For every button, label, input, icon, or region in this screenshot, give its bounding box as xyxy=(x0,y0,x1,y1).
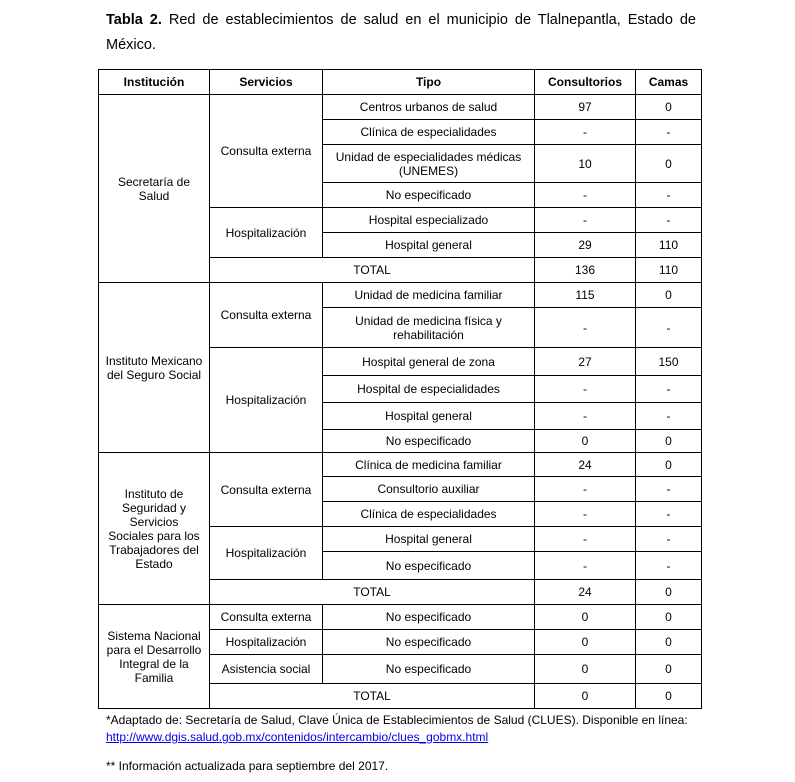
header-consultorios: Consultorios xyxy=(535,70,636,95)
tipo-cell: No especificado xyxy=(323,605,535,630)
tipo-cell: Unidad de medicina familiar xyxy=(323,283,535,308)
tipo-cell: Unidad de medicina física y rehabilitación xyxy=(323,308,535,348)
tipo-cell: Hospital general xyxy=(323,527,535,552)
header-institucion: Institución xyxy=(99,70,210,95)
consultorios-cell: - xyxy=(535,208,636,233)
institution-cell: Sistema Nacional para el Desarrollo Integral de la Familia xyxy=(99,605,210,709)
camas-cell: 0 xyxy=(636,95,702,120)
tipo-cell: Clínica de medicina familiar xyxy=(323,453,535,477)
consultorios-cell: 0 xyxy=(535,630,636,655)
camas-cell: - xyxy=(636,552,702,580)
camas-cell: - xyxy=(636,376,702,403)
consultorios-cell: 0 xyxy=(535,655,636,684)
table-notes xyxy=(106,712,701,775)
consultorios-cell: 115 xyxy=(535,283,636,308)
consultorios-cell: 29 xyxy=(535,233,636,258)
camas-cell: - xyxy=(636,183,702,208)
total-consultorios: 136 xyxy=(535,258,636,283)
total-label: TOTAL xyxy=(210,580,535,605)
camas-cell: - xyxy=(636,308,702,348)
tipo-cell: Hospital general xyxy=(323,233,535,258)
camas-cell: 0 xyxy=(636,145,702,183)
clues-link[interactable]: http://www.dgis.salud.gob.mx/contenidos/intercambio/clues_gobmx.html xyxy=(106,730,489,744)
camas-cell: - xyxy=(636,120,702,145)
header-servicios: Servicios xyxy=(210,70,323,95)
service-cell: Consulta externa xyxy=(210,453,323,527)
total-consultorios: 24 xyxy=(535,580,636,605)
header-row xyxy=(99,70,702,95)
camas-cell: 0 xyxy=(636,283,702,308)
camas-cell: 0 xyxy=(636,655,702,684)
consultorios-cell: - xyxy=(535,183,636,208)
tipo-cell: No especificado xyxy=(323,430,535,453)
tipo-cell: No especificado xyxy=(323,183,535,208)
tipo-cell: Unidad de especialidades médicas (UNEMES) xyxy=(323,145,535,183)
update-note: ** Información actualizada para septiembre del 2017. xyxy=(106,759,389,773)
tipo-cell: Hospital especializado xyxy=(323,208,535,233)
camas-cell: 150 xyxy=(636,348,702,376)
tipo-cell: Hospital general xyxy=(323,403,535,430)
consultorios-cell: 24 xyxy=(535,453,636,477)
tipo-cell: Clínica de especialidades xyxy=(323,120,535,145)
tipo-cell: Hospital general de zona xyxy=(323,348,535,376)
tipo-cell: Consultorio auxiliar xyxy=(323,477,535,502)
tipo-cell: No especificado xyxy=(323,630,535,655)
institution-cell: Instituto de Seguridad y Servicios Sociales para los Trabajadores del Estado xyxy=(99,453,210,605)
consultorios-cell: 97 xyxy=(535,95,636,120)
service-cell: Consulta externa xyxy=(210,605,323,630)
institution-cell: Instituto Mexicano del Seguro Social xyxy=(99,283,210,453)
service-cell: Consulta externa xyxy=(210,95,323,208)
tipo-cell: No especificado xyxy=(323,552,535,580)
consultorios-cell: - xyxy=(535,308,636,348)
camas-cell: - xyxy=(636,403,702,430)
caption-text: Red de establecimientos de salud en el municipio de Tlalnepantla, Estado de México. xyxy=(106,12,696,53)
consultorios-cell: - xyxy=(535,403,636,430)
health-facilities-table xyxy=(98,69,702,709)
tipo-cell: Hospital de especialidades xyxy=(323,376,535,403)
consultorios-cell: 0 xyxy=(535,605,636,630)
table-row xyxy=(99,605,702,630)
source-note: *Adaptado de: Secretaría de Salud, Clave Única de Establecimientos de Salud (CLUES). Disponible en línea: xyxy=(106,713,688,727)
camas-cell: 110 xyxy=(636,233,702,258)
service-cell: Hospitalización xyxy=(210,208,323,258)
total-camas: 0 xyxy=(636,684,702,709)
tipo-cell: Clínica de especialidades xyxy=(323,502,535,527)
camas-cell: - xyxy=(636,477,702,502)
institution-cell: Secretaría de Salud xyxy=(99,95,210,283)
table-row xyxy=(99,95,702,120)
service-cell: Asistencia social xyxy=(210,655,323,684)
camas-cell: 0 xyxy=(636,453,702,477)
consultorios-cell: 10 xyxy=(535,145,636,183)
consultorios-cell: - xyxy=(535,376,636,403)
camas-cell: - xyxy=(636,527,702,552)
service-cell: Hospitalización xyxy=(210,527,323,580)
caption-label: Tabla 2. xyxy=(106,12,162,28)
service-cell: Hospitalización xyxy=(210,630,323,655)
consultorios-cell: - xyxy=(535,527,636,552)
service-cell: Consulta externa xyxy=(210,283,323,348)
header-camas: Camas xyxy=(636,70,702,95)
camas-cell: 0 xyxy=(636,605,702,630)
table-caption xyxy=(106,8,696,58)
consultorios-cell: - xyxy=(535,552,636,580)
camas-cell: - xyxy=(636,502,702,527)
consultorios-cell: 27 xyxy=(535,348,636,376)
total-consultorios: 0 xyxy=(535,684,636,709)
camas-cell: 0 xyxy=(636,630,702,655)
consultorios-cell: 0 xyxy=(535,430,636,453)
consultorios-cell: - xyxy=(535,477,636,502)
table-row xyxy=(99,283,702,308)
total-label: TOTAL xyxy=(210,684,535,709)
total-label: TOTAL xyxy=(210,258,535,283)
header-tipo: Tipo xyxy=(323,70,535,95)
consultorios-cell: - xyxy=(535,502,636,527)
table-row xyxy=(99,453,702,477)
camas-cell: - xyxy=(636,208,702,233)
tipo-cell: No especificado xyxy=(323,655,535,684)
service-cell: Hospitalización xyxy=(210,348,323,453)
total-camas: 0 xyxy=(636,580,702,605)
total-camas: 110 xyxy=(636,258,702,283)
camas-cell: 0 xyxy=(636,430,702,453)
consultorios-cell: - xyxy=(535,120,636,145)
tipo-cell: Centros urbanos de salud xyxy=(323,95,535,120)
